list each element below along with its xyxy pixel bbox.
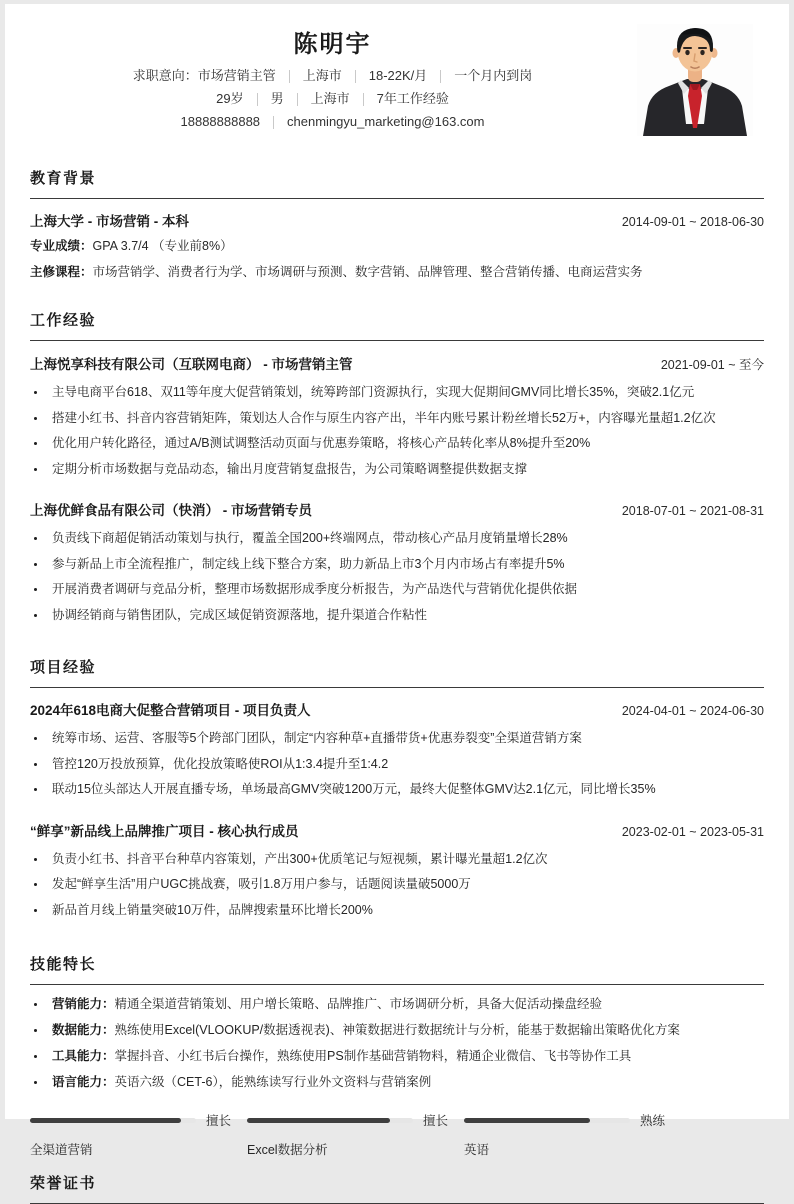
- bar-level: 熟练: [640, 1114, 666, 1128]
- job1-bullets: [30, 380, 764, 482]
- phone-number: 18888888888: [180, 114, 261, 129]
- skill-value: 掌握抖音、小红书后台操作，熟练使用PS制作基础营销物料，精通企业微信、飞书等协作工具: [114, 1049, 632, 1063]
- bullet-item: • 开展消费者调研与竞品分析，整理市场数据形成季度分析报告，为产品迭代与营销优化提供依据: [47, 577, 764, 603]
- bullet-item: • 新品首月线上销量突破10万件，品牌搜索量环比增长200%: [47, 898, 764, 924]
- bar-line: [30, 1111, 247, 1129]
- intent-city: 上海市: [302, 68, 342, 83]
- gpa-value: GPA 3.7/4 （专业前8%）: [92, 239, 233, 253]
- section-honors: [30, 1174, 764, 1204]
- work-title: 工作经验: [30, 311, 764, 341]
- section-projects: [30, 658, 764, 923]
- section-skills: [30, 955, 764, 1158]
- bar-fill: [30, 1118, 181, 1123]
- section-education: [30, 169, 764, 283]
- job-intent: 求职意向：市场营销主管: [132, 68, 276, 83]
- bar-track: [30, 1118, 196, 1123]
- skill-bar-omnichannel: [30, 1111, 247, 1158]
- bar-line: [464, 1111, 681, 1129]
- skill-item: [47, 1017, 764, 1043]
- courses-row: [30, 261, 764, 283]
- courses-value: 市场营销学、消费者行为学、市场调研与预测、数字营销、品牌管理、整合营销传播、电商运营实务: [92, 265, 643, 279]
- bullet-item: • 主导电商平台618、双11等年度大促营销策划，统筹跨部门资源执行，实现大促期间GMV同比增长35%，突破2.1亿元: [47, 380, 764, 406]
- skill-bar-excel: [247, 1111, 464, 1158]
- project1-date: 2024-04-01 ~ 2024-06-30: [621, 704, 764, 718]
- project2-head: [30, 823, 764, 841]
- section-work: [30, 311, 764, 628]
- projects-title: 项目经验: [30, 658, 764, 688]
- skill-label: 工具能力：: [52, 1049, 115, 1063]
- school-degree: 上海大学 - 市场营销 - 本科: [30, 214, 189, 229]
- courses-label: 主修课程：: [30, 265, 93, 279]
- job2-date: 2018-07-01 ~ 2021-08-31: [621, 504, 764, 518]
- resume-header: [30, 30, 764, 129]
- bullet-item: • 搭建小红书、抖音内容营销矩阵，策划达人合作与原生内容产出，半年内账号累计粉丝增长52万+，内容曝光量超1.2亿次: [47, 406, 764, 432]
- project1-bullets: [30, 726, 764, 803]
- bullet-item: • 发起“鲜享生活”用户UGC挑战赛，吸引1.8万用户参与，话题阅读量破5000万: [47, 872, 764, 898]
- skill-label: 营销能力：: [52, 997, 115, 1011]
- expected-salary: 18-22K/月: [368, 68, 428, 83]
- bullet-item: • 统筹市场、运营、客服等5个跨部门团队，制定“内容种草+直播带货+优惠券裂变”全渠道营销方案: [47, 726, 764, 752]
- job2-company-role: 上海优鲜食品有限公司（快消） - 市场营销专员: [30, 503, 312, 518]
- job2-bullets: [30, 526, 764, 628]
- job1-company-role: 上海悦享科技有限公司（互联网电商） - 市场营销主管: [30, 357, 353, 372]
- header-main: [30, 30, 635, 129]
- profile-photo: [637, 24, 753, 136]
- candidate-name: 陈明宇: [293, 31, 372, 58]
- skills-bullets: [30, 991, 764, 1095]
- project2-bullets: [30, 847, 764, 924]
- gpa-label: 专业成绩：: [30, 239, 93, 253]
- personal-info-line: [30, 92, 635, 106]
- project2-name-role: “鲜享”新品线上品牌推广项目 - 核心执行成员: [30, 823, 299, 839]
- availability: 一个月内到岗: [454, 68, 533, 83]
- project1-name-role: 2024年618电商大促整合营销项目 - 项目负责人: [30, 703, 311, 718]
- age: 29岁: [216, 91, 244, 106]
- project1-head: [30, 702, 764, 720]
- bullet-item: • 协调经销商与销售团队，完成区域促销资源落地，提升渠道合作粘性: [47, 603, 764, 629]
- job-intent-line: [30, 69, 635, 83]
- bar-level: 擅长: [423, 1114, 449, 1128]
- contact-line: [30, 115, 635, 129]
- city: 上海市: [310, 91, 350, 106]
- skill-label: 数据能力：: [52, 1023, 115, 1037]
- skill-bar-english: [464, 1111, 681, 1158]
- bar-name: 全渠道营销: [30, 1143, 93, 1157]
- bullet-item: • 负责小红书、抖音平台种草内容策划，产出300+优质笔记与短视频，累计曝光量超1.2亿次: [47, 847, 764, 873]
- skill-bars: [30, 1111, 764, 1158]
- bar-line: [247, 1111, 464, 1129]
- job2-head: [30, 502, 764, 520]
- bar-track: [247, 1118, 413, 1123]
- bullet-item: • 管控120万投放预算，优化投放策略使ROI从1:3.4提升至1:4.2: [47, 752, 764, 778]
- education-entry-head: [30, 213, 764, 231]
- skills-title: 技能特长: [30, 955, 764, 985]
- bullet-item: • 优化用户转化路径，通过A/B测试调整活动页面与优惠券策略，将核心产品转化率从8%提升至20%: [47, 431, 764, 457]
- resume-page: [5, 4, 789, 1192]
- bullet-item: • 参与新品上市全流程推广，制定线上线下整合方案，助力新品上市3个月内市场占有率提升5%: [47, 552, 764, 578]
- email-address: chenmingyu_marketing@163.com: [287, 114, 485, 129]
- skill-label: 语言能力：: [52, 1075, 115, 1089]
- education-date: 2014-09-01 ~ 2018-06-30: [621, 215, 764, 229]
- avatar-illustration: [637, 24, 753, 136]
- bar-name: 英语: [464, 1143, 490, 1157]
- skill-value: 英语六级（CET-6），能熟练读写行业外文资料与营销案例: [114, 1075, 432, 1089]
- skill-item: [47, 1043, 764, 1069]
- job1-head: [30, 355, 764, 374]
- skill-item: [47, 1069, 764, 1095]
- job1-date: 2021-09-01 ~ 至今: [660, 358, 764, 372]
- bullet-item: • 定期分析市场数据与竞品动态，输出月度营销复盘报告，为公司策略调整提供数据支撑: [47, 457, 764, 483]
- bullet-item: • 联动15位头部达人开展直播专场，单场最高GMV突破1200万元，最终大促整体GMV达2.1亿元，同比增长35%: [47, 777, 764, 803]
- experience-years: 7年工作经验: [376, 91, 449, 106]
- skill-value: 熟练使用Excel(VLOOKUP/数据透视表)、神策数据进行数据统计与分析，能基于数据输出策略优化方案: [114, 1023, 680, 1037]
- bar-level: 擅长: [206, 1114, 232, 1128]
- bar-fill: [464, 1118, 590, 1123]
- bar-name: Excel数据分析: [247, 1143, 328, 1157]
- gpa-row: [30, 235, 764, 257]
- bar-track: [464, 1118, 630, 1123]
- honors-title: 荣誉证书: [30, 1174, 764, 1204]
- education-title: 教育背景: [30, 169, 764, 199]
- skill-value: 精通全渠道营销策划、用户增长策略、品牌推广、市场调研分析，具备大促活动操盘经验: [114, 997, 603, 1011]
- bullet-item: • 负责线下商超促销活动策划与执行，覆盖全国200+终端网点，带动核心产品月度销量增长28%: [47, 526, 764, 552]
- gender: 男: [270, 91, 284, 106]
- bar-fill: [247, 1118, 390, 1123]
- project2-date: 2023-02-01 ~ 2023-05-31: [621, 824, 764, 839]
- skill-item: [47, 991, 764, 1017]
